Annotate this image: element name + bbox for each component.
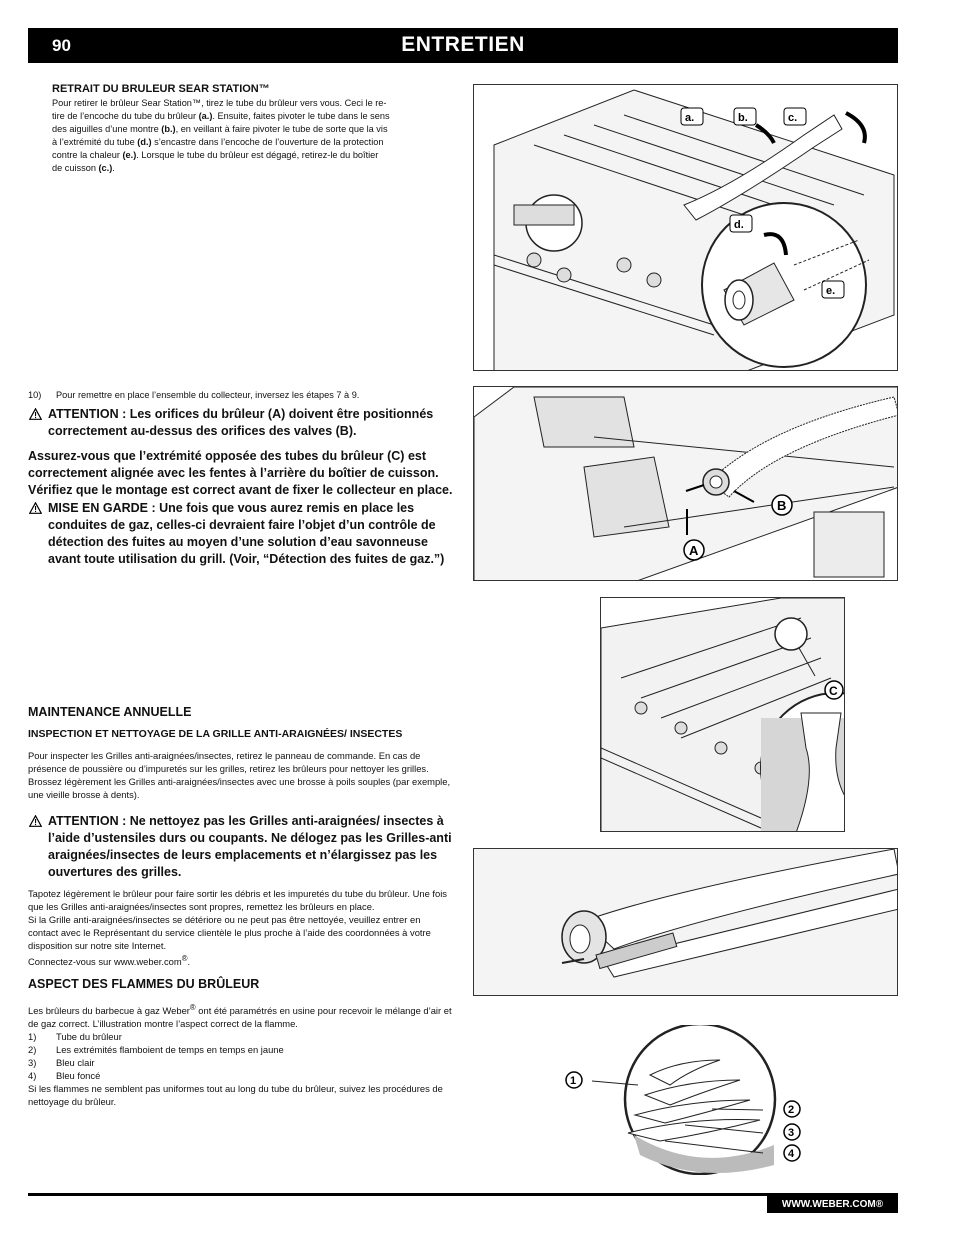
flames-outro: Si les flammes ne semblent pas uniformes tout au long du tube du brûleur, suivez les procédures de nettoyage du brûleur. (28, 1083, 443, 1108)
attention-grilles (28, 813, 452, 881)
flame-item-text: Bleu foncé (56, 1070, 101, 1082)
flame-list-item (28, 1030, 452, 1043)
svg-text:3: 3 (788, 1127, 795, 1139)
svg-text:A: A (689, 543, 699, 558)
svg-text:2: 2 (788, 1104, 795, 1116)
maintenance-p1: Pour inspecter les Grilles anti-araignées/insectes, retirez le panneau de commande. En cas de présence de poussière ou d’impuretés sur les grilles, retirez les brûleurs pour nettoyer les grilles. (28, 750, 429, 774)
flame-list-item (28, 1043, 452, 1056)
svg-text:C: C (829, 684, 838, 698)
flames-intro: Les brûleurs du barbecue à gaz Weber® ont été paramétrés en usine pour recevoir le mélange d’air et de gaz correct. L’illustration montre l’aspect correct de la flamme. (28, 1003, 452, 1030)
svg-text:e.: e. (826, 285, 836, 297)
svg-text:B: B (777, 498, 787, 513)
step-10 (28, 389, 460, 402)
sear-station-section (52, 82, 452, 174)
flame-item-text: Tube du brûleur (56, 1031, 122, 1043)
warning-icon (29, 502, 42, 519)
maintenance-section (28, 706, 452, 1108)
figure-orifices (473, 386, 898, 581)
page-header (28, 28, 898, 63)
figure-burner-alignment (600, 597, 845, 832)
step-text: Pour remettre en place l’ensemble du collecteur, inversez les étapes 7 à 9. (56, 390, 360, 400)
svg-text:b.: b. (738, 112, 748, 124)
sear-body: Pour retirer le brûleur Sear Station™, tirez le tube du brûleur vers vous. Ceci le re- tire de l’encoche du tube du brûleur (a.). Ensuite, faites pivoter le tube dans le sens des aiguilles d’une montre (b.), en veillant à faire pivoter le tube de sorte que la vis à l’extrémité du tube (d.) s’encastre dans l’encoche de l’ouverture de la protection contre la chaleur (e.). Lorsque le tube du brûleur est dégagé, retirez-le du boîtier de cuisson (c.). (52, 98, 390, 173)
figure-brush-cleaning (473, 848, 898, 996)
figure-flames (560, 1025, 810, 1175)
maintenance-p5: Connectez-vous sur www.weber.com®. (28, 954, 191, 968)
footer-url: WWW.WEBER.COM® (767, 1196, 898, 1213)
flame-item-number: 2) (28, 1044, 37, 1056)
attention-grilles-text: ATTENTION : Ne nettoyez pas les Grilles anti-araignées/ insectes à l’aide d’ustensiles durs ou coupants. Ne délogez pas les Grilles-anti araignées/insectes de leurs emplacements et n’élargissez pas les ouvertures des grilles. (48, 814, 452, 879)
flame-list (28, 1030, 452, 1082)
page-title: ENTRETIEN (401, 33, 525, 56)
flame-item-number: 4) (28, 1070, 37, 1082)
attention-text: ATTENTION : Les orifices du brûleur (A) doivent être positionnés correctement au-dessus des orifices des valves (B). (48, 407, 434, 438)
maintenance-heading: MAINTENANCE ANNUELLE (28, 705, 192, 719)
svg-text:4: 4 (788, 1148, 795, 1160)
maintenance-p4: Si la Grille anti-araignées/insectes se détériore ou ne peut pas être nettoyée, veuillez entrer en contact avec le Représentant du service clientèle le plus proche à l’aide des coordonnées à votre disposition sur notre site Internet. (28, 914, 431, 951)
flame-item-number: 3) (28, 1057, 37, 1069)
page-number: 90 (52, 36, 71, 55)
svg-text:a.: a. (685, 112, 695, 124)
flame-item-text: Les extrémités flamboient de temps en temps en jaune (56, 1044, 284, 1056)
figure-sear-removal (473, 84, 898, 371)
mise-en-garde (28, 500, 460, 568)
reassembly-section (28, 389, 460, 568)
step-number: 10) (28, 390, 42, 400)
flame-list-item (28, 1056, 452, 1069)
flame-item-number: 1) (28, 1031, 37, 1043)
mise-en-garde-text: MISE EN GARDE : Une fois que vous aurez remis en place les conduites de gaz, celles-ci devraient faire l’objet d’un contrôle de détection des fuites au moyen d’une solution d’eau savonneuse avant toute utilisation du grill. (Voir, “Détection des fuites de gaz.”) (48, 501, 445, 566)
maintenance-subheading: INSPECTION ET NETTOYAGE DE LA GRILLE ANTI-ARAIGNÉES/ INSECTES (28, 728, 403, 740)
maintenance-p3: Tapotez légèrement le brûleur pour faire sortir les débris et les impuretés du tube du brûleur. Une fois que les Grilles anti-araignées/insectes sont propres, remettez les brûleurs en place. (28, 888, 447, 912)
svg-text:d.: d. (734, 219, 744, 231)
flame-list-item (28, 1069, 452, 1082)
warning-icon (29, 815, 42, 832)
flame-item-text: Bleu clair (56, 1057, 95, 1069)
svg-text:1: 1 (570, 1075, 577, 1087)
figure-burner-labels (825, 681, 843, 699)
svg-text:c.: c. (788, 112, 798, 124)
attention-orifices (28, 406, 460, 440)
flames-heading: ASPECT DES FLAMMES DU BRÛLEUR (28, 977, 260, 992)
maintenance-p2: Brossez légèrement les Grilles anti-araignées/insectes avec une brosse à poils souples (par exemple, une vieille brosse à dents). (28, 776, 451, 800)
sear-heading: RETRAIT DU BRULEUR SEAR STATION™ (52, 83, 270, 95)
alignment-instruction: Assurez-vous que l’extrémité opposée des tubes du brûleur (C) est correctement alignée avec les fentes à l’arrière du boîtier de cuisson. Vérifiez que le montage est correct avant de fixer le collecteur en place. (28, 449, 453, 497)
warning-icon (29, 408, 42, 425)
